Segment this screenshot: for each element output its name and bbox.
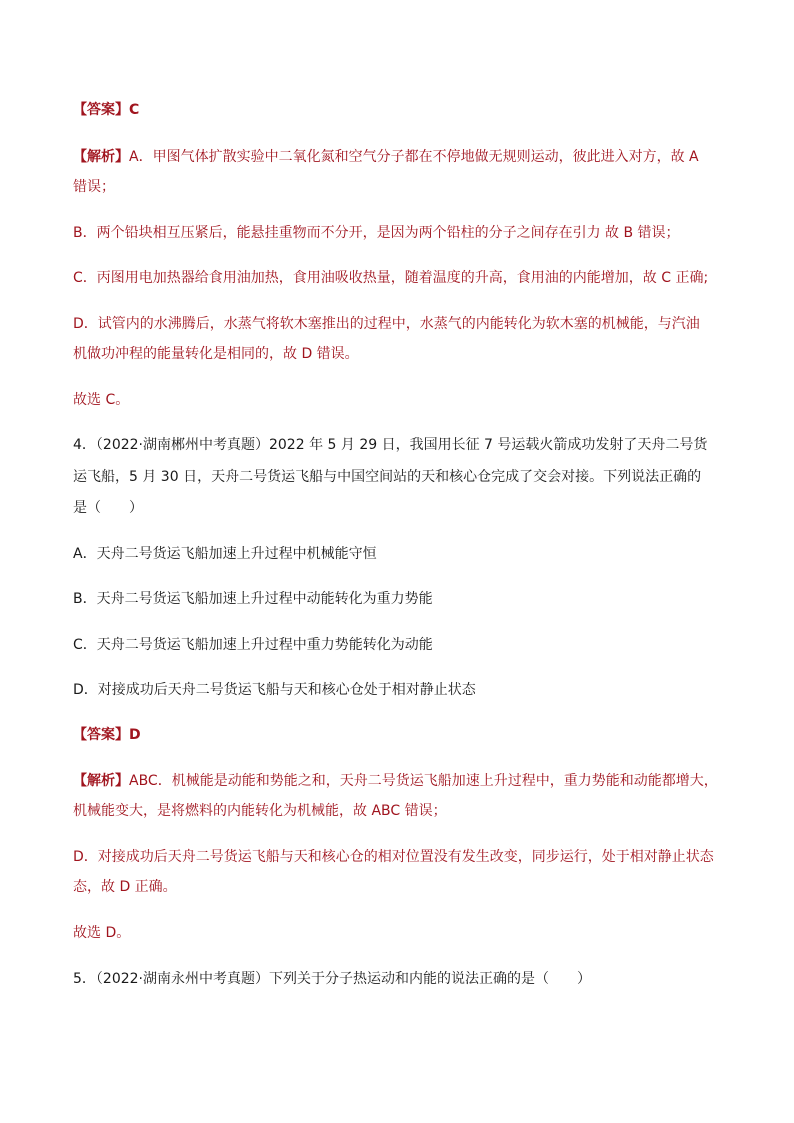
q4-analysis-line-3: D．对接成功后天舟二号货运飞船与天和核心仓的相对位置没有发生改变，同步运行，处于相对静止状态 — [73, 849, 714, 865]
q4-option-a: A．天舟二号货运飞船加速上升过程中机械能守恒 — [73, 546, 377, 562]
q3-analysis-line-6: 机做功冲程的能量转化是相同的，故 D 错误。 — [73, 346, 359, 362]
q4-stem-line-1: 4．（2022·湖南郴州中考真题）2022 年 5 月 29 日，我国用长征 7 号运载火箭成功发射了天舟二号货 — [73, 437, 708, 453]
q4-stem-line-2: 运飞船，5 月 30 日，天舟二号货运飞船与中国空间站的天和核心仓完成了交会对接。下列说法正确的 — [73, 469, 702, 485]
q3-analysis-line-2: 错误； — [73, 179, 115, 195]
q4-analysis-line-2: 机械能变大，是将燃料的内能转化为机械能，故 ABC 错误； — [73, 803, 447, 819]
q3-analysis-line-3: B．两个铅块相互压紧后，能悬挂重物而不分开，是因为两个铅柱的分子之间存在引力 故 B 错误； — [73, 225, 680, 241]
q4-answer — [73, 725, 733, 745]
answer-value: C — [129, 102, 140, 118]
q4-conclusion: 故选 D。 — [73, 925, 131, 941]
analysis-text: A．甲图气体扩散实验中二氧化氮和空气分子都在不停地做无规则运动，彼此进入对方，故 A — [129, 149, 699, 165]
q4-stem-line-3: 是（ ） — [73, 500, 143, 516]
q4-option-d: D．对接成功后天舟二号货运飞船与天和核心仓处于相对静止状态 — [73, 682, 476, 698]
analysis-tag: 【解析】 — [73, 149, 129, 165]
q3-analysis-line-5: D．试管内的水沸腾后，水蒸气将软木塞推出的过程中，水蒸气的内能转化为软木塞的机械能，与汽油 — [73, 316, 700, 332]
q3-analysis-line-4: C．丙图用电加热器给食用油加热，食用油吸收热量，随着温度的升高，食用油的内能增加，故 C 正确; — [73, 270, 709, 286]
answer-value: D — [129, 727, 141, 743]
q3-conclusion: 故选 C。 — [73, 392, 130, 408]
q5-stem: 5．（2022·湖南永州中考真题）下列关于分子热运动和内能的说法正确的是（ ） — [73, 971, 591, 987]
q4-analysis-line-4: 态，故 D 正确。 — [73, 879, 177, 895]
q4-option-c: C．天舟二号货运飞船加速上升过程中重力势能转化为动能 — [73, 637, 433, 653]
q4-analysis-line-1 — [73, 771, 733, 791]
analysis-tag: 【解析】 — [73, 773, 129, 789]
q3-answer — [73, 100, 733, 120]
answer-tag: 【答案】 — [73, 102, 129, 118]
analysis-text: ABC．机械能是动能和势能之和，天舟二号货运飞船加速上升过程中，重力势能和动能都增大， — [129, 773, 718, 789]
answer-tag: 【答案】 — [73, 727, 129, 743]
q4-option-b: B．天舟二号货运飞船加速上升过程中动能转化为重力势能 — [73, 591, 433, 607]
q3-analysis-line-1 — [73, 147, 733, 167]
